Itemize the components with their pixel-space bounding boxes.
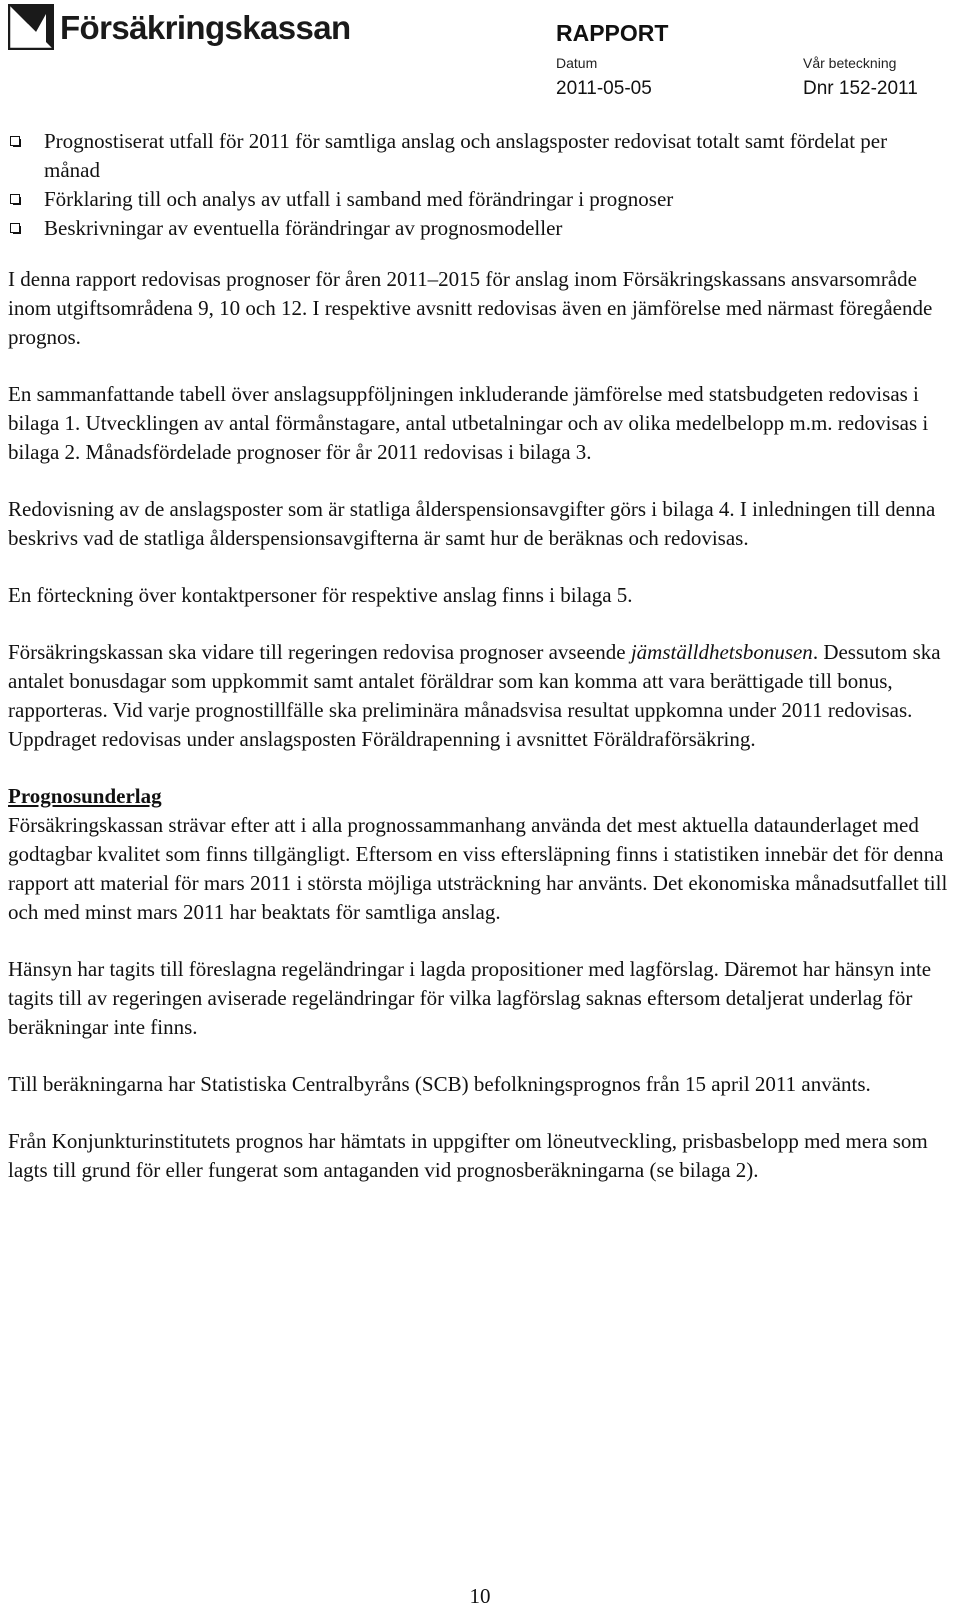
document-body — [8, 127, 948, 1213]
checkbox-bullet-icon — [10, 194, 20, 204]
list-item: Förklaring till och analys av utfall i samband med förändringar i prognoser — [8, 185, 948, 214]
list-item: Prognostiserat utfall för 2011 för samtliga anslag och anslagsposter redovisat totalt samt fördelat per månad — [8, 127, 948, 185]
checkbox-bullet-icon — [10, 223, 20, 233]
paragraph-contacts: En förteckning över kontaktpersoner för respektive anslag finns i bilaga 5. — [8, 583, 633, 607]
paragraph-data-basis: Försäkringskassan strävar efter att i alla prognossammanhang använda det mest aktuella dataunderlaget med godtagbar kvalitet som finns tillgängligt. Eftersom en viss eftersläpning finns i statistiken innebär det för denna rapport att material för mars 2011 i största möjliga utsträckning har använts. Det ekonomiska månadsutfallet till och med minst mars 2011 har beaktats för samtliga anslag. — [8, 813, 948, 924]
paragraph-pension-fees: Redovisning av de anslagsposter som är statliga ålderspensionsavgifter görs i bilaga 4. I inledningen till denna beskrivs vad de statliga ålderspensionsavgifterna är samt hur de beräknas och redovisas. — [8, 497, 936, 550]
section-heading: Prognosunderlag — [8, 784, 162, 808]
paragraph-regulation: Hänsyn har tagits till föreslagna regeländringar i lagda propositioner med lagförslag. Däremot har hänsyn inte tagits till av regeringen aviserade regeländringar för vilka lagförslag saknas eftersom detaljerat underlag för beräkningar inte finns. — [8, 957, 932, 1039]
date-value: 2011-05-05 — [556, 78, 652, 99]
logo — [8, 4, 351, 50]
checkbox-bullet-icon — [10, 136, 20, 146]
reference-value: Dnr 152-2011 — [803, 78, 918, 99]
page-header — [0, 0, 960, 110]
bonus-term: jämställdhetsbonusen — [630, 640, 813, 664]
paragraph-bonus: Försäkringskassan ska vidare till regeringen redovisa prognoser avseende jämställdhetsbonusen. Dessutom ska antalet bonusdagar som uppkommit samt antalet föräldrar som kan komma att vara berättigade till bonus, rapporteras. Vid varje prognostillfälle ska preliminära månadsvisa resultat uppkomna under 2011 redovisas. Uppdraget redovisas under anslagsposten Föräldrapenning i avsnittet Föräldraförsäkring. — [8, 640, 941, 751]
report-title: RAPPORT — [556, 20, 669, 46]
paragraph-appendices: En sammanfattande tabell över anslagsuppföljningen inkluderande jämförelse med statsbudgeten redovisas i bilaga 1. Utvecklingen av antal förmånstagare, antal utbetalningar och av olika medelbelopp m.m. redovisas i bilaga 2. Månadsfördelade prognoser för år 2011 redovisas i bilaga 3. — [8, 382, 929, 464]
logo-text: Försäkringskassan — [60, 8, 351, 46]
list-item: Beskrivningar av eventuella förändringar av prognosmodeller — [8, 214, 948, 243]
date-label: Datum — [556, 55, 598, 71]
paragraph-konjunktur: Från Konjunkturinstitutets prognos har hämtats in uppgifter om löneutveckling, prisbasbelopp med mera som lagts till grund för eller fungerat som antaganden vid prognosberäkningarna (se bilaga 2). — [8, 1129, 928, 1182]
page-number: 10 — [469, 1584, 491, 1608]
paragraph-scope: I denna rapport redovisas prognoser för åren 2011–2015 för anslag inom Försäkringskassans ansvarsområde inom utgiftsområdena 9, 10 och 12. I respektive avsnitt redovisas även en jämförelse med närmast föregående prognos. — [8, 267, 933, 349]
bullet-list — [8, 127, 948, 243]
paragraph-scb: Till beräkningarna har Statistiska Centralbyråns (SCB) befolkningsprognos från 15 april 2011 använts. — [8, 1072, 871, 1096]
forsakringskassan-logo-icon — [8, 4, 54, 50]
reference-label: Vår beteckning — [803, 55, 897, 71]
